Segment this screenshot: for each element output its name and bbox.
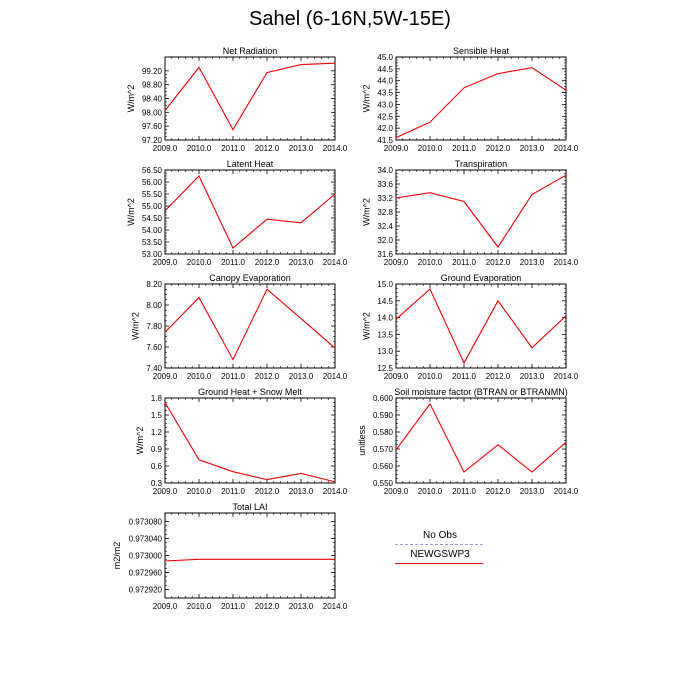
panel-8-ytick-label: 0.550 <box>372 479 393 488</box>
panel-6-xtick-label: 2011.0 <box>452 372 476 381</box>
panel-5-ytick-label: 7.40 <box>146 364 162 373</box>
panel-5-xtick-label: 2013.0 <box>288 372 314 381</box>
panel-8-ylabel: unitless <box>357 425 367 456</box>
panel-8-xtick-label: 2011.0 <box>452 487 476 496</box>
panel-1-xtick-label: 2011.0 <box>221 144 245 153</box>
panel-2-ytick-label: 45.0 <box>377 53 393 62</box>
panel-3-xtick-label: 2011.0 <box>221 258 245 267</box>
panel-4-ytick-label: 33.6 <box>377 180 393 189</box>
panel-7-xtick-label: 2009.0 <box>152 487 178 496</box>
panel-6-ytick-label: 14.5 <box>377 296 393 306</box>
panel-5-title: Canopy Evaporation <box>209 273 291 283</box>
panel-8-frame <box>396 398 566 483</box>
panel-5-series-line-newgswp3 <box>165 289 335 359</box>
panel-9-ytick-label: 0.973000 <box>128 551 162 561</box>
panel-8-ytick-label: 0.580 <box>372 428 393 437</box>
panel-7-xtick-label: 2012.0 <box>254 487 280 496</box>
panel-1-ytick-label: 98.00 <box>141 108 162 118</box>
panel-6-ytick-label: 13.0 <box>377 347 393 357</box>
panel-6-title: Ground Evaporation <box>440 273 522 283</box>
panel-6-xtick-label: 2009.0 <box>383 372 409 381</box>
panel-5-xtick-label: 2011.0 <box>221 372 245 381</box>
panel-7-ytick-label: 1.5 <box>150 411 162 420</box>
panel-1-ytick-label: 97.20 <box>141 136 162 145</box>
panel-6-ytick-label: 15.0 <box>377 280 393 289</box>
panel-5-xtick-label: 2009.0 <box>152 372 178 381</box>
legend-label-newgswp3: NEWGSWP3 <box>410 549 470 560</box>
panel-5-xtick-label: 2014.0 <box>322 372 348 381</box>
panel-3-title: Latent Heat <box>226 159 274 169</box>
panel-8-series-line-newgswp3 <box>396 404 566 472</box>
panel-5-xtick-label: 2010.0 <box>186 372 212 381</box>
panel-7-xtick-label: 2010.0 <box>186 487 212 496</box>
panel-2-xtick-label: 2012.0 <box>485 144 511 153</box>
panel-5-ytick-label: 8.20 <box>146 280 162 289</box>
panel-9-xtick-label: 2012.0 <box>254 602 280 611</box>
panel-4-ytick-label: 34.0 <box>377 166 393 175</box>
page-title: Sahel (6-16N,5W-15E) <box>249 8 451 30</box>
panel-5-ylabel: W/m^2 <box>130 312 141 340</box>
panel-9-xtick-label: 2009.0 <box>152 602 178 611</box>
panel-3-ylabel: W/m^2 <box>126 198 136 226</box>
panel-1-xtick-label: 2013.0 <box>288 144 314 153</box>
panel-7-ytick-label: 0.9 <box>150 445 162 454</box>
panel-3-frame <box>165 170 335 254</box>
panel-4-ytick-label: 31.6 <box>377 250 393 259</box>
panel-1-xtick-label: 2014.0 <box>322 144 348 153</box>
legend-swatch-no-obs <box>395 544 483 545</box>
panel-3-xtick-label: 2014.0 <box>322 258 348 267</box>
panel-1-xtick-label: 2009.0 <box>152 144 178 153</box>
panel-4-ytick-label: 32.8 <box>377 208 393 217</box>
panel-4-xtick-label: 2014.0 <box>553 258 579 267</box>
panel-8-xtick-label: 2010.0 <box>417 487 443 496</box>
panel-7-title: Ground Heat + Snow Melt <box>198 387 302 397</box>
panel-3-xtick-label: 2010.0 <box>186 258 212 267</box>
panel-2-ytick-label: 41.5 <box>377 136 393 145</box>
panel-3-xtick-label: 2012.0 <box>254 258 280 267</box>
panel-6-ylabel: W/m^2 <box>361 312 372 340</box>
panel-6-series-line-newgswp3 <box>396 289 566 363</box>
panel-2-frame <box>396 57 566 140</box>
panel-6-ytick-label: 13.5 <box>377 330 393 340</box>
panel-3-ytick-label: 55.00 <box>141 202 162 211</box>
panel-4-xtick-label: 2012.0 <box>485 258 511 267</box>
panel-2-ytick-label: 44.0 <box>377 76 393 86</box>
panel-2-title: Sensible Heat <box>452 46 510 56</box>
panel-8-xtick-label: 2009.0 <box>383 487 409 496</box>
panel-4-xtick-label: 2010.0 <box>417 258 443 267</box>
panel-9-title: Total LAI <box>232 502 268 512</box>
panel-1-xtick-label: 2012.0 <box>254 144 280 153</box>
panel-1-ytick-label: 97.60 <box>141 122 162 132</box>
panel-1-ytick-label: 98.80 <box>141 80 162 90</box>
panel-7-xtick-label: 2011.0 <box>221 487 245 496</box>
panel-4-ytick-label: 32.4 <box>377 222 393 231</box>
panel-1-series-line-newgswp3 <box>165 63 335 129</box>
panel-4-ytick-label: 32.0 <box>377 236 393 245</box>
panel-9-ytick-label: 0.972920 <box>128 585 162 595</box>
legend-swatch-newgswp3 <box>395 563 483 564</box>
panel-8-ytick-label: 0.560 <box>372 462 393 471</box>
panel-7-ytick-label: 1.2 <box>150 428 162 437</box>
panel-4-xtick-label: 2013.0 <box>519 258 545 267</box>
panel-5-ytick-label: 8.00 <box>146 301 162 310</box>
panel-2-xtick-label: 2013.0 <box>519 144 545 153</box>
panel-3-ytick-label: 53.50 <box>141 238 162 247</box>
panel-6-xtick-label: 2014.0 <box>553 372 579 381</box>
panel-4-xtick-label: 2011.0 <box>452 258 476 267</box>
panel-4-frame <box>396 170 566 254</box>
panel-1-title: Net Radiation <box>222 46 278 56</box>
panel-4-xtick-label: 2009.0 <box>383 258 409 267</box>
panel-3-ytick-label: 53.00 <box>141 250 162 259</box>
panel-5-ytick-label: 7.60 <box>146 343 162 352</box>
panel-1-ytick-label: 98.40 <box>141 94 162 104</box>
panel-6-ytick-label: 14.0 <box>377 313 393 323</box>
panel-8-ytick-label: 0.600 <box>372 394 393 403</box>
panel-2-xtick-label: 2010.0 <box>417 144 443 153</box>
panel-7-frame <box>165 398 335 483</box>
panel-8-xtick-label: 2012.0 <box>485 487 511 496</box>
panel-2-ytick-label: 42.5 <box>377 112 393 122</box>
panel-3-ytick-label: 54.00 <box>141 226 162 235</box>
panel-2-ytick-label: 44.5 <box>377 64 393 74</box>
panel-6-xtick-label: 2010.0 <box>417 372 443 381</box>
panel-8-xtick-label: 2014.0 <box>553 487 579 496</box>
panel-7-xtick-label: 2013.0 <box>288 487 314 496</box>
panel-7-ytick-label: 1.8 <box>150 394 162 403</box>
panel-7-ylabel: W/m^2 <box>135 426 146 455</box>
panel-9-frame <box>165 513 335 598</box>
panel-2-ytick-label: 43.0 <box>377 100 393 110</box>
panel-6-xtick-label: 2012.0 <box>485 372 511 381</box>
panel-3-ytick-label: 56.00 <box>141 178 162 187</box>
panel-9-xtick-label: 2010.0 <box>186 602 212 611</box>
panel-4-series-line-newgswp3 <box>396 175 566 247</box>
panel-3-xtick-label: 2013.0 <box>288 258 314 267</box>
panel-2-xtick-label: 2011.0 <box>452 144 476 153</box>
panel-4-ytick-label: 33.2 <box>377 194 393 203</box>
panel-6-ytick-label: 12.5 <box>377 364 393 373</box>
panel-1-ylabel: W/m^2 <box>126 84 136 113</box>
panel-2-ytick-label: 42.0 <box>377 124 393 134</box>
panel-8-ytick-label: 0.570 <box>372 445 393 454</box>
panel-7-series-line-newgswp3 <box>165 403 335 482</box>
panel-5-xtick-label: 2012.0 <box>254 372 280 381</box>
panel-7-ytick-label: 0.3 <box>150 479 162 488</box>
panel-9-series-line-newgswp3 <box>165 559 335 561</box>
panel-9-ytick-label: 0.973080 <box>128 517 162 527</box>
panel-3-xtick-label: 2009.0 <box>152 258 178 267</box>
panel-5-ytick-label: 7.80 <box>146 322 162 331</box>
panel-1-frame <box>165 57 335 140</box>
panel-9-ytick-label: 0.972960 <box>128 568 162 578</box>
panel-9-ylabel: m2/m2 <box>112 541 123 570</box>
panel-4-title: Transpiration <box>454 159 508 169</box>
panel-9-ytick-label: 0.973040 <box>128 534 162 544</box>
legend <box>395 530 485 568</box>
panel-3-series-line-newgswp3 <box>165 176 335 248</box>
panel-3-ytick-label: 55.50 <box>141 190 162 199</box>
panel-7-ytick-label: 0.6 <box>150 462 162 471</box>
panel-1-ytick-label: 99.20 <box>141 66 162 76</box>
panel-2-ylabel: W/m^2 <box>361 84 372 113</box>
panel-8-ytick-label: 0.590 <box>372 411 393 420</box>
panel-7-xtick-label: 2014.0 <box>322 487 348 496</box>
panel-6-xtick-label: 2013.0 <box>519 372 545 381</box>
panel-4-ylabel: W/m^2 <box>361 198 372 226</box>
panel-2-xtick-label: 2014.0 <box>553 144 579 153</box>
panel-2-ytick-label: 43.5 <box>377 88 393 98</box>
legend-label-no-obs: No Obs <box>423 530 457 541</box>
panel-3-ytick-label: 56.50 <box>141 166 162 175</box>
panel-2-series-line-newgswp3 <box>396 68 566 138</box>
panel-3-ytick-label: 54.50 <box>141 214 162 223</box>
panel-8-title: Soil moisture factor (BTRAN or BTRANMN) <box>394 387 568 397</box>
panel-9-xtick-label: 2014.0 <box>322 602 348 611</box>
panel-8-xtick-label: 2013.0 <box>519 487 545 496</box>
panel-9-xtick-label: 2013.0 <box>288 602 314 611</box>
panel-9-xtick-label: 2011.0 <box>221 602 245 611</box>
panel-2-xtick-label: 2009.0 <box>383 144 409 153</box>
panel-1-xtick-label: 2010.0 <box>186 144 212 153</box>
